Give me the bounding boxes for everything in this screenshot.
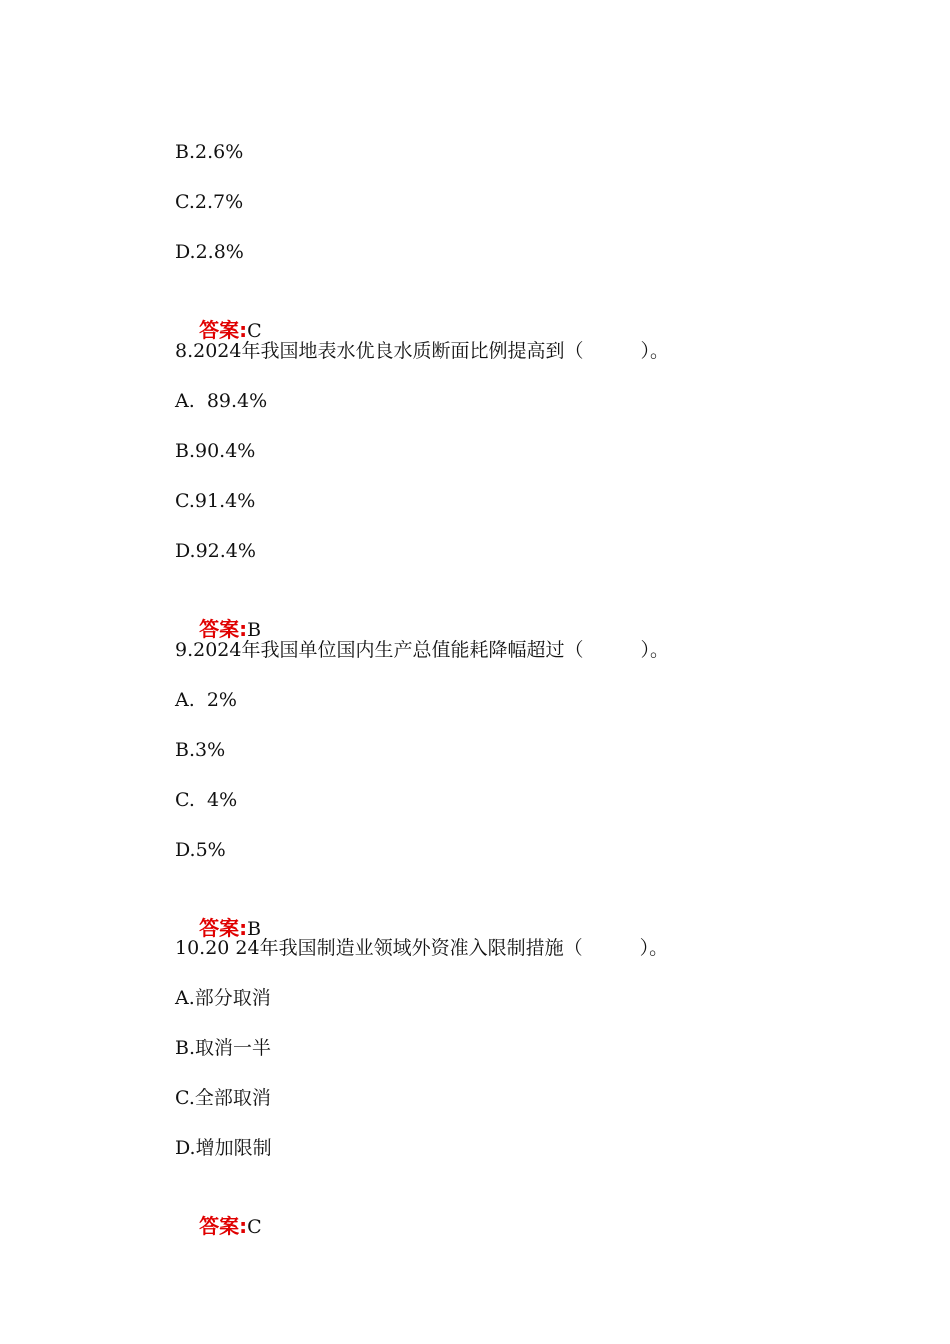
answer-label: 答案:: [199, 617, 248, 641]
question-8: 8.2024年我国地表水优良水质断面比例提高到（ ）。: [175, 340, 669, 362]
option-c: C. 4%: [175, 789, 238, 811]
option-d: D.5%: [175, 839, 226, 861]
option-d: D.增加限制: [175, 1137, 272, 1159]
question-10: 10.20 24年我国制造业领域外资准入限制措施（ ）。: [175, 937, 669, 959]
answer-value: C: [247, 320, 262, 342]
option-c: C.2.7%: [175, 191, 244, 213]
option-c: C.91.4%: [175, 490, 256, 512]
answer-line: [175, 584, 262, 641]
answer-line: [175, 883, 262, 940]
option-a: A. 89.4%: [175, 390, 268, 412]
answer-value: B: [247, 619, 262, 641]
answer-label: 答案:: [199, 916, 248, 940]
answer-value: B: [247, 918, 262, 940]
answer-value: C: [247, 1216, 262, 1238]
option-a: A. 2%: [175, 689, 237, 711]
option-a: A.部分取消: [175, 987, 271, 1009]
option-b: B.90.4%: [175, 440, 256, 462]
answer-label: 答案:: [199, 318, 248, 342]
option-b: B.取消一半: [175, 1037, 272, 1059]
answer-line: [175, 1181, 262, 1238]
option-b: B.3%: [175, 739, 226, 761]
option-d: D.2.8%: [175, 241, 244, 263]
option-d: D.92.4%: [175, 540, 256, 562]
answer-line: [175, 285, 262, 342]
question-9: 9.2024年我国单位国内生产总值能耗降幅超过（ ）。: [175, 639, 669, 661]
answer-label: 答案:: [199, 1214, 248, 1238]
option-c: C.全部取消: [175, 1087, 271, 1109]
option-b: B.2.6%: [175, 141, 244, 163]
